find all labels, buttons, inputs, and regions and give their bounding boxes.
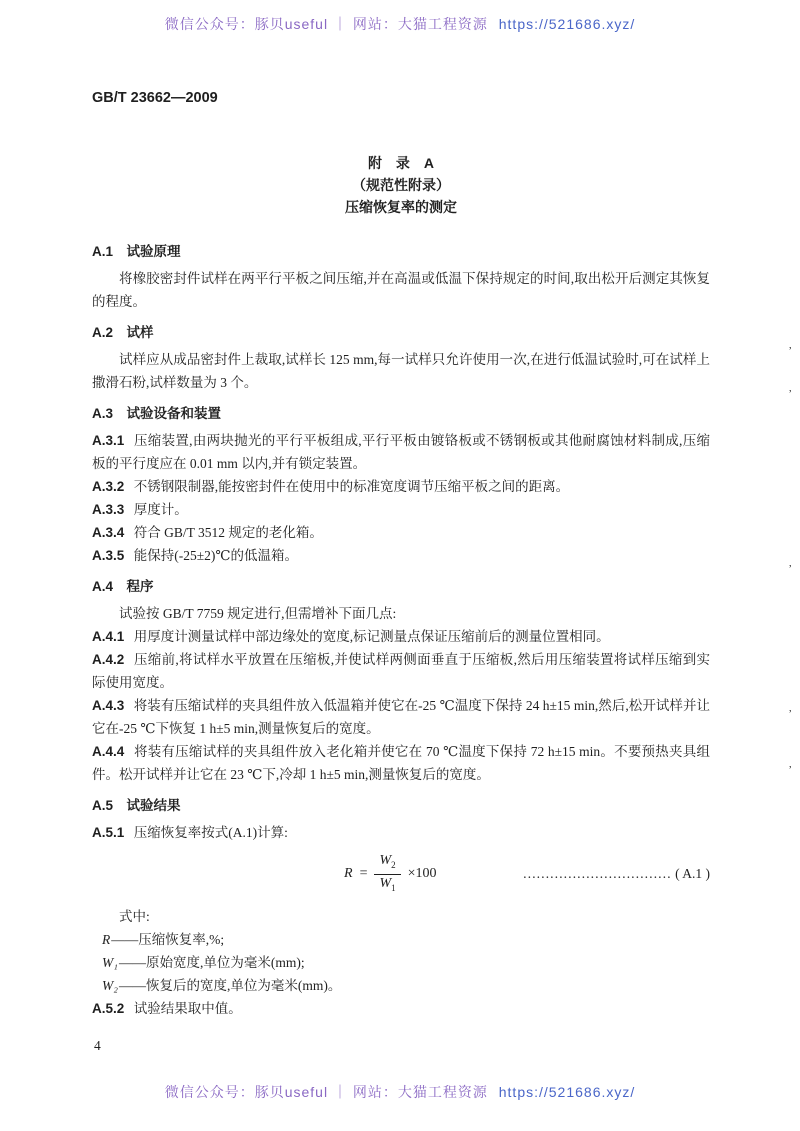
definition-w1 (102, 951, 710, 974)
paragraph-a4-intro: 试验按 GB/T 7759 规定进行,但需增补下面几点: (119, 606, 397, 621)
clause-number: A.3.2 (92, 479, 125, 494)
equals-sign: = (359, 866, 368, 882)
clause-number: A.3.3 (92, 502, 125, 517)
formula-a1-row (92, 852, 710, 897)
clause-text: 用厚度计测量试样中部边缘处的宽度,标记测量点保证压缩前后的测量位置相同。 (133, 629, 610, 644)
appendix-letter: 附 录 A (367, 155, 435, 171)
clause-a3-5 (92, 544, 710, 567)
clause-text: 压缩装置,由两块抛光的平行平板组成,平行平板由镀铬板或不锈钢板或其他耐腐蚀材料制成,压缩板的平行度应在 0.01 mm 以内,并有锁定装置。 (92, 433, 710, 471)
definition-w2 (102, 974, 710, 997)
section-heading-a1: A.1 试验原理 (92, 244, 181, 259)
clause-a4-3 (92, 694, 710, 740)
fraction-numerator (374, 852, 400, 875)
clause-number: A.5.1 (92, 825, 125, 840)
numerator-subscript: 2 (391, 859, 396, 870)
clause-text: 将装有压缩试样的夹具组件放入低温箱并使它在-25 ℃温度下保持 24 h±15 min,然后,松开试样并让它在-25 ℃下恢复 1 h±5 min,测量恢复后的宽度。 (92, 698, 710, 736)
clause-text: 符合 GB/T 3512 规定的老化箱。 (133, 525, 323, 540)
watermark-url-link[interactable]: https://521686.xyz/ (498, 16, 636, 32)
times-100: ×100 (407, 866, 437, 882)
watermark-url-link[interactable]: https://521686.xyz/ (498, 1084, 636, 1100)
definition-r (102, 928, 710, 951)
clause-number: A.4.2 (92, 652, 125, 667)
formula-expression (344, 852, 437, 897)
clause-text: 厚度计。 (133, 502, 188, 517)
denominator-variable: W (379, 875, 392, 891)
watermark-text: 微信公众号：豚贝useful ｜ 网站：大猫工程资源 (164, 16, 488, 32)
clause-text: 试验结果取中值。 (133, 1000, 242, 1016)
watermark-top (0, 14, 800, 34)
clause-a3-1 (92, 429, 710, 475)
section-heading-a3: A.3 试验设备和装置 (92, 406, 222, 421)
where-label: 式中: (119, 908, 150, 924)
clause-text: 能保持(-25±2)℃的低温箱。 (133, 548, 298, 563)
equation-label: ( A.1 ) (675, 866, 710, 882)
definition-desc: ——原始宽度,单位为毫米(mm); (118, 954, 305, 970)
clause-text: 压缩恢复率按式(A.1)计算: (133, 825, 288, 840)
clause-a3-2 (92, 475, 710, 498)
clause-a4-1 (92, 625, 710, 648)
denominator-subscript: 1 (391, 882, 396, 893)
watermark-text: 微信公众号：豚贝useful ｜ 网站：大猫工程资源 (164, 1084, 488, 1100)
definition-term: W₂ (102, 977, 118, 993)
appendix-subject: 压缩恢复率的测定 (345, 199, 457, 215)
fraction (374, 852, 400, 897)
clause-number: A.5.2 (92, 1000, 125, 1016)
scan-artifact: ’ (788, 345, 792, 357)
watermark-bottom (0, 1082, 800, 1102)
doc-number: GB/T 23662—2009 (92, 90, 218, 106)
clause-number: A.3.1 (92, 433, 125, 448)
paragraph-a2: 试样应从成品密封件上裁取,试样长 125 mm,每一试样只允许使用一次,在进行低温试验时,可在试样上撒滑石粉,试样数量为 3 个。 (92, 352, 710, 390)
section-heading-a2: A.2 试样 (92, 325, 154, 340)
clause-a3-4 (92, 521, 710, 544)
clause-a4-2 (92, 648, 710, 694)
scan-artifact: ’ (788, 708, 792, 720)
definition-term: W₁ (102, 954, 118, 970)
clause-number: A.4.4 (92, 744, 125, 759)
clause-text: 将装有压缩试样的夹具组件放入老化箱并使它在 70 ℃温度下保持 72 h±15 min。不要预热夹具组件。松开试样并让它在 23 ℃下,冷却 1 h±5 min,测量恢复后的宽度。 (92, 744, 710, 782)
definition-desc: ——恢复后的宽度,单位为毫米(mm)。 (118, 977, 342, 993)
clause-text: 不锈钢限制器,能按密封件在使用中的标准宽度调节压缩平板之间的距离。 (133, 479, 570, 494)
appendix-title-block (92, 152, 710, 218)
clause-a5-1 (92, 821, 710, 844)
appendix-type: （规范性附录） (352, 177, 450, 193)
section-heading-a5: A.5 试验结果 (92, 798, 181, 813)
scan-artifact: ’ (788, 388, 792, 400)
fraction-denominator (374, 875, 400, 897)
definition-term: R (102, 931, 111, 947)
definition-desc: ——压缩恢复率,%; (111, 931, 225, 947)
document-content (92, 152, 710, 1020)
dot-leader: …………………………… (522, 866, 672, 882)
page-number: 4 (94, 1038, 101, 1053)
formula-lhs: R (344, 866, 353, 882)
paragraph-a1: 将橡胶密封件试样在两平行平板之间压缩,并在高温或低温下保持规定的时间,取出松开后测定其恢复的程度。 (92, 271, 710, 309)
clause-number: A.4.1 (92, 629, 125, 644)
clause-number: A.3.4 (92, 525, 125, 540)
scan-artifact: ’ (788, 764, 792, 776)
clause-a3-3 (92, 498, 710, 521)
clause-a4-4 (92, 740, 710, 786)
clause-text: 压缩前,将试样水平放置在压缩板,并使试样两侧面垂直于压缩板,然后用压缩装置将试样压缩到实际使用宽度。 (92, 652, 710, 690)
section-heading-a4: A.4 程序 (92, 579, 154, 594)
clause-number: A.4.3 (92, 698, 125, 713)
clause-a5-2 (92, 997, 710, 1020)
scan-artifact: ’ (788, 563, 792, 575)
numerator-variable: W (379, 853, 392, 868)
clause-number: A.3.5 (92, 548, 125, 563)
